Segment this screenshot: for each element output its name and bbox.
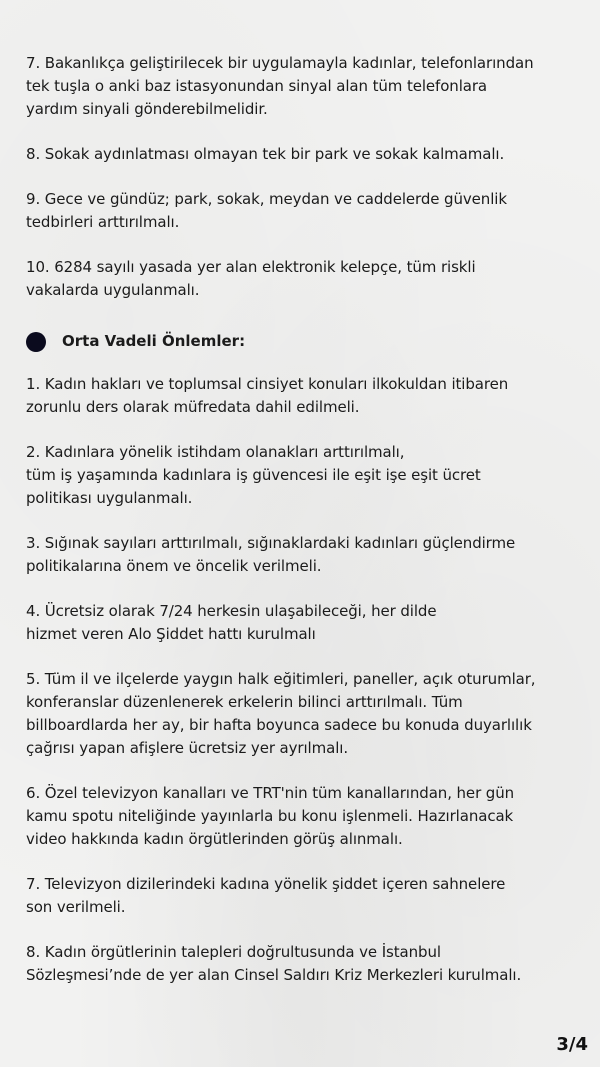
page-number: 3/4	[556, 1034, 588, 1055]
section-heading	[26, 330, 586, 353]
list-item: 9. Gece ve gündüz; park, sokak, meydan ve caddelerde güvenlik tedbirleri arttırılmalı.	[26, 190, 507, 231]
list-item: 3. Sığınak sayıları arttırılmalı, sığınaklardaki kadınları güçlendirme politikalarına önem ve öncelik verilmeli.	[26, 534, 516, 575]
list-item: 5. Tüm il ve ilçelerde yaygın halk eğitimleri, paneller, açık oturumlar, konferanslar düzenlenerek erkelerin bilinci arttırılmalı. Tüm billboardlarda her ay, bir hafta boyunca sadece bu konuda duyarlılık çağrısı yapan afişlere ücretsiz yer ayrılmalı.	[26, 670, 536, 757]
document-content	[26, 52, 586, 1009]
list-item: 6. Özel televizyon kanalları ve TRT'nin tüm kanallarından, her gün kamu spotu niteliğinde yayınlarla bu konu işlenmeli. Hazırlanacak video hakkında kadın örgütlerinden görüş alınmalı.	[26, 784, 515, 848]
section-title: Orta Vadeli Önlemler:	[62, 332, 246, 350]
list-item: 1. Kadın hakları ve toplumsal cinsiyet konuları ilkokuldan itibaren zorunlu ders olarak müfredata dahil edilmeli.	[26, 375, 509, 416]
bullet-icon	[26, 332, 46, 352]
list-item: 2. Kadınlara yönelik istihdam olanakları arttırılmalı, tüm iş yaşamında kadınlara iş güvencesi ile eşit işe eşit ücret politikası uygulanmalı.	[26, 443, 481, 507]
list-item: 8. Sokak aydınlatması olmayan tek bir park ve sokak kalmamalı.	[26, 145, 505, 163]
list-item: 4. Ücretsiz olarak 7/24 herkesin ulaşabileceği, her dilde hizmet veren Alo Şiddet hattı kurulmalı	[26, 602, 437, 643]
list-item: 10. 6284 sayılı yasada yer alan elektronik kelepçe, tüm riskli vakalarda uygulanmalı.	[26, 258, 476, 299]
list-item: 7. Televizyon dizilerindeki kadına yönelik şiddet içeren sahnelere son verilmeli.	[26, 875, 506, 916]
list-item: 8. Kadın örgütlerinin talepleri doğrultusunda ve İstanbul Sözleşmesi’nde de yer alan Cinsel Saldırı Kriz Merkezleri kurulmalı.	[26, 943, 522, 984]
list-item: 7. Bakanlıkça geliştirilecek bir uygulamayla kadınlar, telefonlarından tek tuşla o anki baz istasyonundan sinyal alan tüm telefonlara yardım sinyali gönderebilmelidir.	[26, 54, 534, 118]
